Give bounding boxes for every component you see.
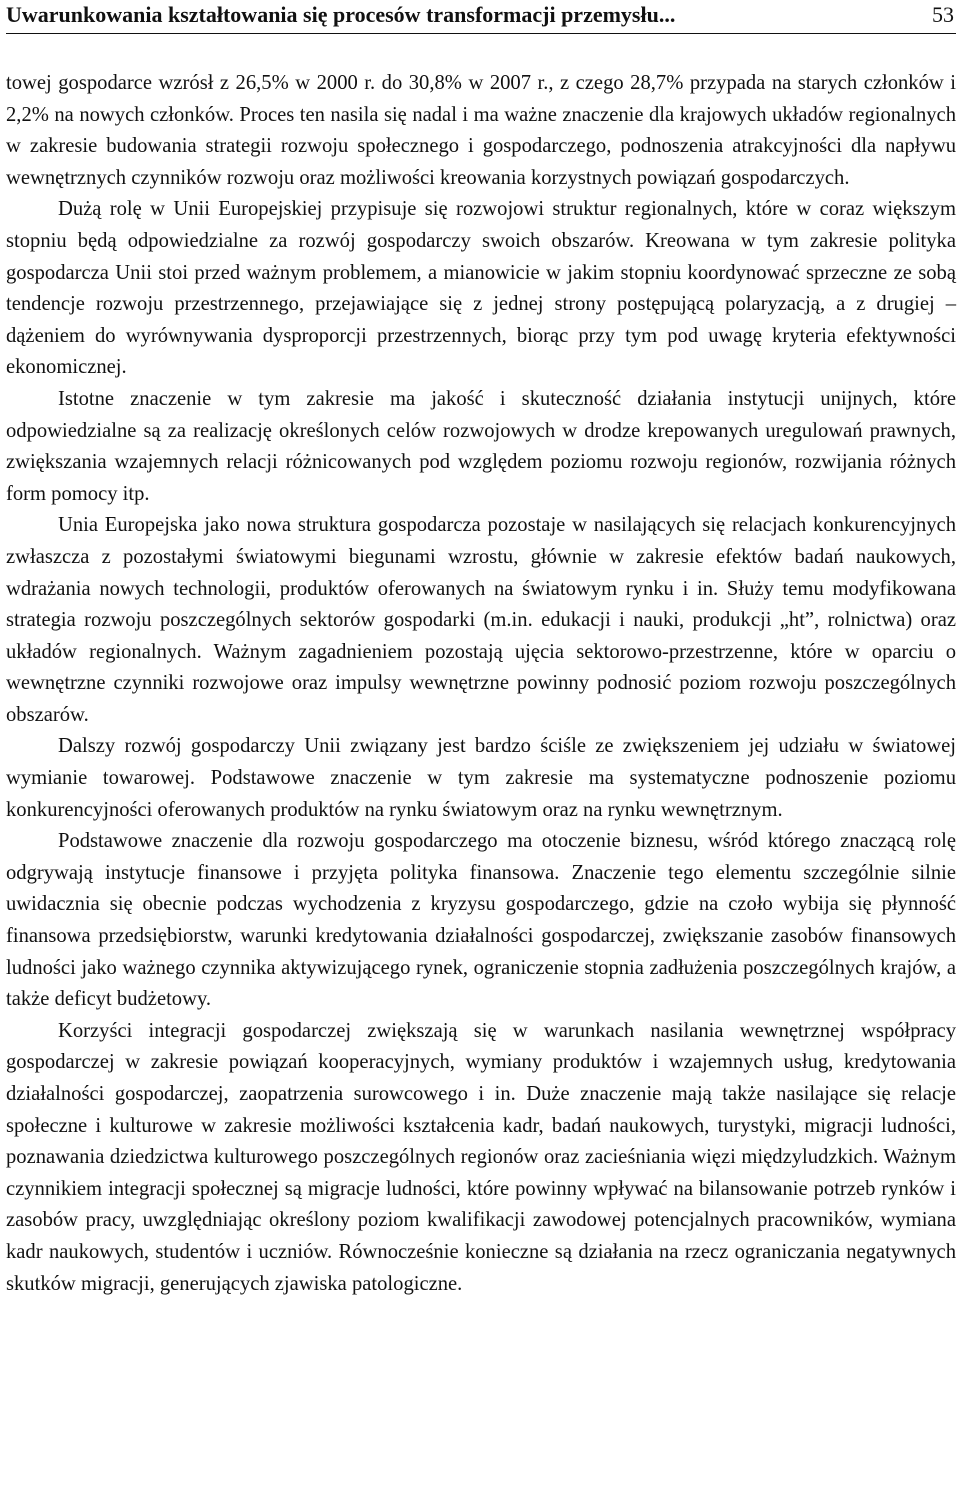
running-title: Uwarunkowania kształtowania się procesów transformacji przemysłu... (6, 2, 676, 27)
paragraph: Dużą rolę w Unii Europejskiej przypisuje się rozwojowi struktur regionalnych, które w coraz większym stopniu będą odpowiedzialne za rozwój gospodarczy swoich obszarów. Kreowana w tym zakresie polityka gospodarcza Unii stoi przed ważnym problemem, a mianowicie w jakim stopniu koordynować sprzeczne ze sobą tendencje rozwoju przestrzennego, przejawiające się z jednej strony postępującą polaryzacją, a z drugiej – dążeniem do wyrównywania dysproporcji przestrzennych, biorąc przy tym pod uwagę kryteria efektywności ekonomicznej. (6, 198, 956, 379)
running-header (6, 0, 956, 34)
page-number: 53 (932, 2, 954, 27)
paragraph: Korzyści integracji gospodarczej zwiększają się w warunkach nasilania wewnętrznej współpracy gospodarczej w zakresie powiązań kooperacyjnych, wymiany produktów i wzajemnych usług, kredytowania działalności gospodarczej, zaopatrzenia surowcowego i in. Duże znaczenie mają także nasilające się relacje społeczne i kulturowe w zakresie możliwości kształcenia kadr, badań naukowych, turystyki, migracji ludności, poznawania dziedzictwa kulturowego poszczególnych regionów oraz zacieśniania więzi międzyludzkich. Ważnym czynnikiem integracji społecznej są migracje ludności, które powinny wpływać na bilansowanie potrzeb rynków i zasobów pracy, uwzględniając określony poziom kwalifikacji zawodowej potencjalnych pracowników, wymiana kadr naukowych, studentów i uczniów. Równocześnie konieczne są działania na rzecz ograniczania negatywnych skutków migracji, generujących zjawiska patologiczne. (6, 1019, 956, 1295)
paragraph: Unia Europejska jako nowa struktura gospodarcza pozostaje w nasilających się relacjach konkurencyjnych zwłaszcza z pozostałymi światowymi biegunami wzrostu, głównie w zakresie efektów badań naukowych, wdrażania nowych technologii, produktów oferowanych na światowym rynku i in. Służy temu modyfikowana strategia rozwoju poszczególnych sektorów gospodarki (m.in. edukacji i nauki, produkcji „ht”, rolnictwa) oraz układów regionalnych. Ważnym zagadnieniem pozostają ujęcia sektorowo-przestrzenne, które w oparciu o wewnętrzne czynniki rozwojowe oraz impulsy wewnętrzne powinny podnosić poziom rozwoju poszczególnych obszarów. (6, 514, 956, 726)
paragraph-continued: towej gospodarce wzrósł z 26,5% w 2000 r. do 30,8% w 2007 r., z czego 28,7% przypada na starych członków i 2,2% na nowych członków. Proces ten nasila się nadal i ma ważne znaczenie dla krajowych układów regionalnych w zakresie budowania strategii rozwoju społecznego i gospodarczego, podnoszenia atrakcyjności dla napływu wewnętrznych czynników rozwoju oraz możliwości kreowania korzystnych powiązań gospodarczych. (6, 72, 956, 189)
paragraph: Podstawowe znaczenie dla rozwoju gospodarczego ma otoczenie biznesu, wśród którego znaczącą rolę odgrywają instytucje finansowe i przyjęta polityka finansowa. Znaczenie tego elementu szczególnie silnie uwidacznia się obecnie podczas wychodzenia z kryzysu gospodarczego, gdzie na czoło wybija się płynność finansowa przedsiębiorstw, warunki kredytowania działalności gospodarczej, zwiększanie zasobów finansowych ludności jako ważnego czynnika aktywizującego rynek, ograniczenie stopnia zadłużenia poszczególnych krajów, a także deficyt budżetowy. (6, 830, 956, 1011)
paragraph: Istotne znaczenie w tym zakresie ma jakość i skuteczność działania instytucji unijnych, które odpowiedzialne są za realizację określonych celów rozwojowych w drodze krepowanych uregulowań prawnych, zwiększania wzajemnych relacji różnicowanych pod względem poziomu rozwoju regionów, rozwijania różnych form pomocy itp. (6, 387, 956, 505)
body-text (6, 68, 956, 1300)
paragraph: Dalszy rozwój gospodarczy Unii związany jest bardzo ściśle ze zwiększeniem jej udziału w światowej wymianie towarowej. Podstawowe znaczenie w tym zakresie ma systematyczne podnoszenie poziomu konkurencyjności oferowanych produktów na rynku światowym oraz na rynku wewnętrznym. (6, 735, 956, 821)
document-page (6, 0, 956, 1492)
